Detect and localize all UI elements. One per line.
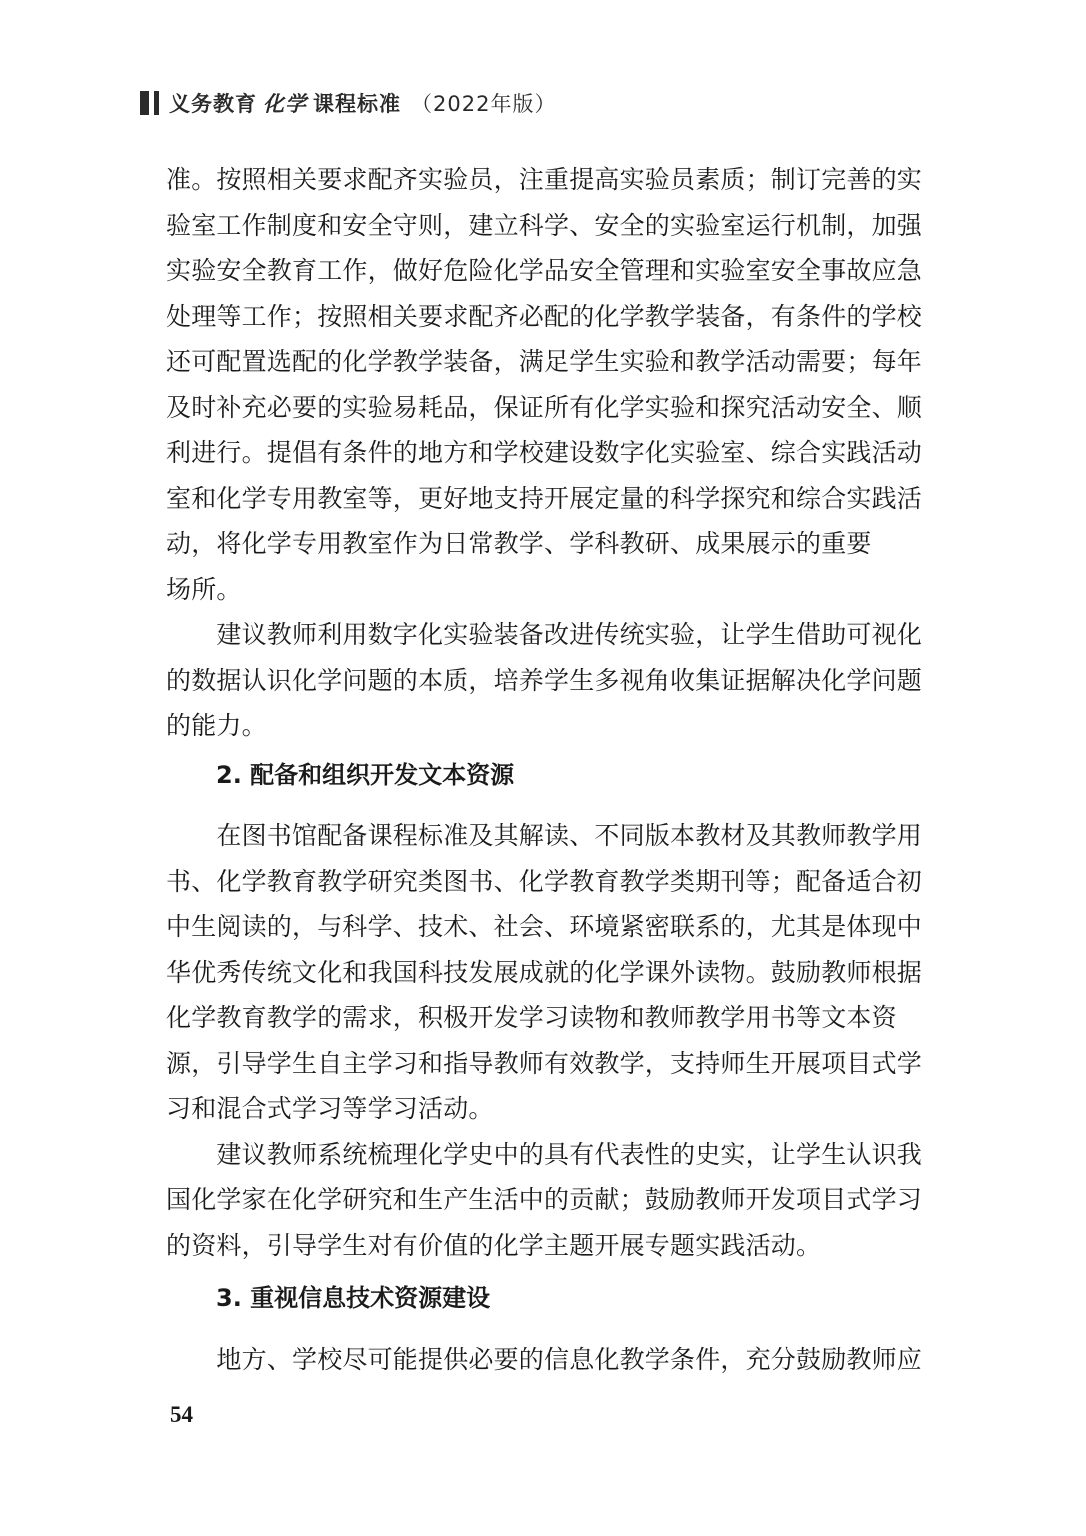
text-line: 华优秀传统文化和我国科技发展成就的化学课外读物。鼓励教师根据: [166, 957, 923, 987]
paragraph-5: [166, 1337, 926, 1383]
text-line: 利进行。提倡有条件的地方和学校建设数字化实验室、综合实践活动: [166, 438, 923, 467]
text-line: 源，引导学生自主学习和指导教师有效教学，支持师生开展项目式学: [166, 1048, 923, 1078]
section-heading-2: 2. 配备和组织开发文本资源: [216, 761, 515, 789]
text-line: 验室工作制度和安全守则，建立科学、安全的实验室运行机制，加强: [166, 210, 923, 240]
text-line: 还可配置选配的化学教学装备，满足学生实验和教学活动需要；每年: [166, 347, 923, 376]
text-line: 化学教育教学的需求，积极开发学习读物和教师教学用书等文本资: [166, 1003, 897, 1032]
text-line: 的数据认识化学问题的本质，培养学生多视角收集证据解决化学问题: [166, 665, 923, 695]
text-line: 场所。: [166, 574, 242, 604]
paragraph-3: [166, 813, 926, 1268]
section-heading-3: 3. 重视信息技术资源建设: [216, 1284, 491, 1312]
text-line: 实验安全教育工作，做好危险化学品安全管理和实验室安全事故应急: [166, 256, 923, 285]
text-line: 地方、学校尽可能提供必要的信息化教学条件，充分鼓励教师应: [166, 1345, 923, 1374]
text-line: 国化学家在化学研究和生产生活中的贡献；鼓励教师开发项目式学习: [166, 1185, 923, 1214]
page-number: 54: [170, 1402, 193, 1427]
text-line: 处理等工作；按照相关要求配齐必配的化学教学装备，有条件的学校: [166, 301, 923, 331]
text-line: 在图书馆配备课程标准及其解读、不同版本教材及其教师教学用: [166, 821, 923, 850]
header-title: 课程标准: [313, 92, 401, 116]
paragraph-1: [166, 157, 926, 749]
header-subject: 化学: [263, 91, 307, 116]
text-line: 准。按照相关要求配齐实验员，注重提高实验员素质；制订完善的实: [166, 165, 923, 194]
text-line: 书、化学教育教学研究类图书、化学教育教学类期刊等；配备适合初: [166, 866, 923, 896]
header-series: 义务教育: [169, 92, 257, 116]
text-line: 及时补充必要的实验易耗品，保证所有化学实验和探究活动安全、顺: [166, 392, 923, 422]
header-edition: （2022年版）: [411, 92, 557, 116]
text-line: 室和化学专用教室等，更好地支持开展定量的科学探究和综合实践活: [166, 483, 923, 513]
text-line: 建议教师利用数字化实验装备改进传统实验，让学生借助可视化: [166, 620, 923, 649]
running-header: [140, 86, 556, 120]
text-line: 建议教师系统梳理化学史中的具有代表性的史实，让学生认识我: [166, 1139, 923, 1169]
text-line: 习和混合式学习等学习活动。: [166, 1094, 494, 1123]
text-line: 动，将化学专用教室作为日常教学、学科教研、成果展示的重要: [166, 529, 872, 558]
text-line: 的能力。: [166, 711, 267, 740]
text-line: 的资料，引导学生对有价值的化学主题开展专题实践活动。: [166, 1230, 822, 1260]
text-line: 中生阅读的，与科学、技术、社会、环境紧密联系的，尤其是体现中: [166, 912, 923, 941]
header-bar-icon: [140, 91, 159, 115]
